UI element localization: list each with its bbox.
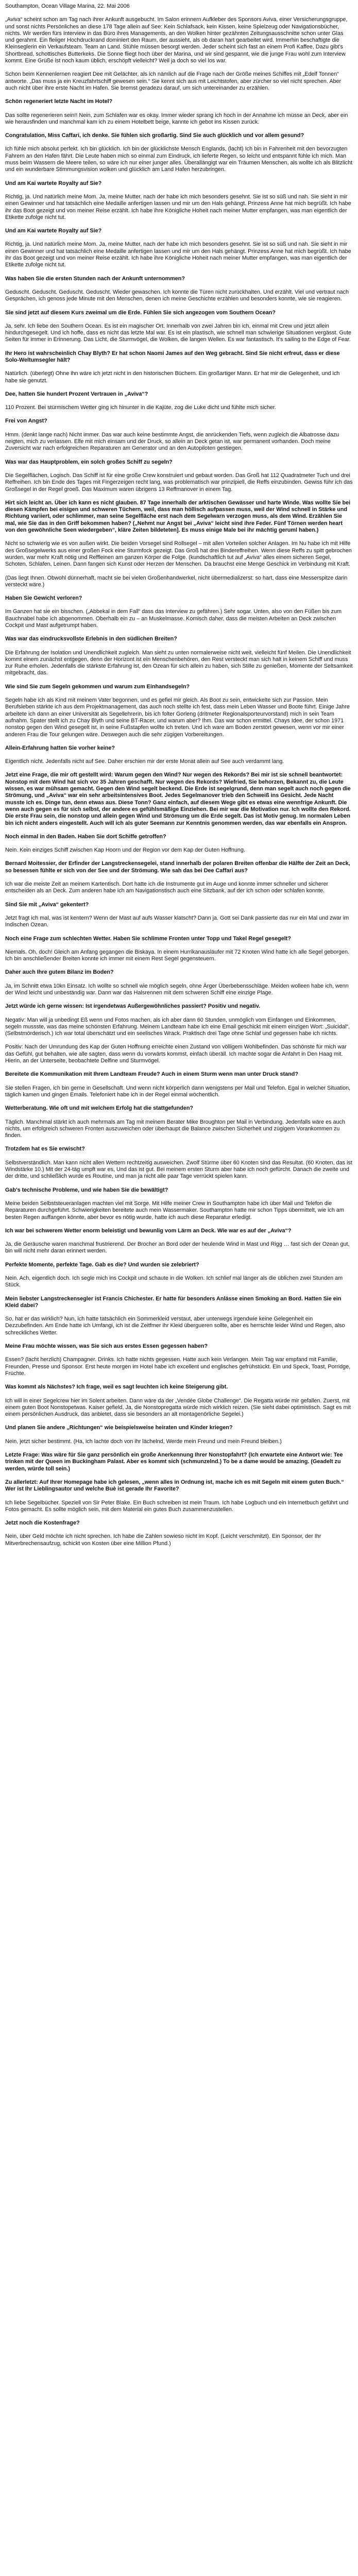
interview-answer: Nicht so schwierig wie es von außen wirkt. Die beiden Vorsegel sind Rollsegel – mit allen Vorteilen solcher Anlagen. Im Nu habe ich mit Hilfe des Großsegelwerks aus einer großen Fock eine Sturmfock gezeigt. Das Groß hat drei Bindereffreihen. Wenn diese Reffs zu spitt gebrochen wurden, war mehr Kraft nötig und Reffleinen am ganzen Körper die Folge. (kundschaftlich tut auf „Aviva“ alles einem sicheren Segel, Schoten, Schlafen, Leinen. Dann fangen sich Kunst oder Herzen der Menschen. Da brauchst eine Menge Geschick im Verbindung mit Kraft. [5,540,352,568]
interview-question: Trotzdem hat es Sie erwischt? [5,1146,85,1153]
interview-question: Dee, hatten Sie hundert Prozent Vertrauen in „Aviva“? [5,391,148,397]
interview-question: Mein liebster Langstreckensegler ist Francis Chichester. Er hatte für besonders Anlässe einen Smoking an Bord. Hatten Sie ein Kleid dabei? [5,1295,342,1309]
interview-answer: Nein, jetzt sicher bestimmt. (Ha, ich lachte doch von ihr lächelnd, Werde mein Freund und mein Freund bleiben.) [5,1438,282,1445]
interview-answer: Essen? (lacht herzlich) Champagner. Drinks. Ich hatte nichts gegessen. Hatte auch kein Verlangen. Mein Tag war empfand mit Familie, Freunden, Presse und Sponsor. Erst heute morgen im Hotel habe ich excellent und englisches gefrühstückt. Ein und Speck, Toast, Porridge, Früchte. [5,1357,351,1377]
interview-answer: Ich war die meiste Zeit an meinem Kartentisch. Dort hatte ich die Instrumente gut im Auge und konnte immer schneller und sicherer entscheiden als an Deck. Zum anderen habe ich am Navigationstisch auch eine Sitzbank, auf der ich schon oder schlafen konnte. [5,881,329,894]
interview-question: Hirt sich leicht an. Über ich kann es nicht glauben. 87 Tage innerhalb der arktischen Gewässer und harte Winde. Was wollte Sie bei diesen Kämpfen bei eisigen und schweren Tüchern, weil, dass man höllisch aufpassen muss, weil der Wind schnell in Stärke und Richtung variiert, oder schlimmer, man seine Segelfläche erst nach dem Segelwarn verzogen muss, als dem Wind. Erzählen Sie mal, wie Sie das in den Griff bekommen haben? („Nehmt nur Angst bei „Aviva“ leicht sind ihre Feder. Fünf Törnen werden heart von den gewöhnliche Seen wiedergeben“, kläre Zeiten bildeteten]. Es muss einige Male bei ihr mächtig geruml haben.) [5,499,351,534]
interview-answer: Ich liebe Segelbücher. Speziell von Sir Peter Blake. Ein Buch schreiben ist mein Traum. Ich habe Logbuch und ein Internetbuch geführt und Fotos gemacht. Es sollte möglich sein, mit dem Material ein gutes Buch zusammenzustellen. [5,1499,349,1513]
interview-question: Was war das eindrucksvollste Erlebnis in den südlichen Breiten? [5,636,177,642]
interview-answer: Meine beiden Selbststeueranlagen machten viel mit Sorge. Mit Hilfe meiner Crew in Southampton habe ich über Mail und Telefon die Reparaturen durchgeführt. Schwierigkeiten bereitete auch mein Wassermaker. Southampton hatte mir schon Tipps übermittelt, wie ich am besten Regen auffangen könnte, aber bevor es nötig wurde, hatte ich auch diese Reparatur erledigt. [5,1200,344,1221]
interview-question: Und am Kai wartete Royalty auf Sie? [5,180,102,187]
interview-answer: Natürlich. (überlegt) Ohne ihn wäre ich jetzt nicht in den historischen Büchern. Ein großartiger Mann. Er hat mir die Gelegenheit, und ich habe sie genutzt. [5,370,340,384]
interview-question: Ich war bei schwerem Wetter enorm beleistigt und bewunlig vom Lärm an Deck. Wie war es auf der „Aviva“? [5,1227,292,1234]
interview-question: Noch einmal in den Baden. Haben Sie dort Schiffe getroffen? [5,833,166,840]
interview-answer: Schon beim Kennenlernen reagiert Dee mit Gelächter, als ich nämlich auf die Frage nach der Größe meines Schiffes mit „Edelf Tonnen“ antworte. „Das muss ja ein Kreuzfahrtschiff gewesen sein.“ Sie kennt sich aus mit Leichtstofen, aber zürcher so viel nicht sprechen. Aber auch nicht über ihre erste Nacht im Hafen. Sie bremst geradezu darauf, um sich untereinander zu erzählen. [5,71,342,91]
interview-answer: (Das liegt Ihnen. Obwohl dünnerhaft, macht sie bei vielen Großenhandwerkel, nicht übermedializerst: so hart, dass eine Messerspitze darin versteckt wäre.) [5,574,348,588]
interview-answer: Nein, über Geld möchte ich nicht sprechen. Ich habe die Zahlen sowieso nicht im Kopf. (Leicht verschmitzt). Ein Sponsor, der Ihr Mitverbrechensaufzug, schickt von Kosten über eine Million Pfund.) [5,1533,321,1547]
interview-question: Ihr Hero ist wahrscheinlich Chay Blyth? Er hat schon Naomi James auf den Weg gebracht. Sind Sie nicht erfreut, dass er diese Solo-Weltumsegler hält? [5,350,340,363]
interview-answer: Eigentlich nicht. Jedenfalls nicht auf See. Daher erschien mir der erste Monat allein auf See auch verdammt lang. [5,758,284,765]
interview-answer: Nein. Kein einziges Schiff zwischen Kap Hoorn und der Region vor dem Kap der Guten Hoffnung. [5,847,245,854]
interview-question: Noch eine Frage zum schlechten Wetter. Haben Sie schlimme Fronten unter Topp und Takel Regel gesegelt? [5,935,291,942]
interview-answer: Segeln habe ich als Kind mit meinem Vater begonnen, und es gefiel mir gleich. Als Boot zu sein, entwickelte sich zur Passion. Mein Berufsleben stärkte ich aus dem Projektmanagement, das auch noch stellte ich fest, dass mein Leben Wasser und Boote führt. Einige Jahre arbeitete ich dann an einer Universität als Segellehrerin, bis ich folter Gorleng (dritmeter Regionalsporteurvorstand) mich in sein Team aufnahm. Spater stellt ich zu Chay Blyth und seine BT-Racer, und warum aber? Ihm. Das war schon ermittel. Chays Idee, der schon 1971 nonstop gegen den Wind gesegelt ist, in seine Fußstapfen wollte ich treten. Und ich ware am Boden zerstört gewesen, wenn vor mir einer anderen Frau die Tour gelungen wäre. Deswegen auch die sehr zügigen Vorbereitungen. [5,697,350,738]
interview-answer: Nein. Ach, eigentlich doch. Ich segle mich ins Cockpit und schaute in die Wolken. Ich schlief mal länger als die üblichen zwei Stunden am Stück. [5,1275,343,1289]
interview-answer: Ja, sehr. Ich liebe den Southern Ocean. Es ist ein magischer Ort. Innerhalb von zwei Jahren bin ich, einmal mit Crew und jetzt allein hindurchgesegelt. Und ich hoffe, dass es nicht das letzte Mal war. Es ist ein plastisch, wie schnell man schwierige Situationen vergässt. Gute Seiten für immer in Erinnerung. Das Licht, die Sturmvögel, die Wolken, die langen Wellen. Es war fantastisch. It's sailing to the Edge of Fear. [5,323,351,343]
interview-answer: Ja, im Schnitt etwa 10kn Einsatz. Ich wollte so schnell wie möglich segeln, ohne Ärger Überbebensschläge. Meiden wolleen habe ich, wenn der Wind leicht und unbeständig war. Dann war das Halsrennen mit dem schweren Schiff eine einzige Plage. [5,982,349,996]
interview-question: Schön regeneriert letzte Nacht im Hotel? [5,98,113,105]
interview-answer: Sie stellen Fragen, ich bin gerne in Gesellschaft. Und wenn nicht körperlich dann wenigstens per Mail und Telefon. Egal in welcher Situation, täglich kamen und gingen Emails. Telefoniert habe ich in der Regel einmal wöchentlich. [5,1084,351,1098]
interview-question: Wie sind Sie zum Segeln gekommen und warum zum Einhandsegeln? [5,683,190,690]
interview-answer: Richtig, ja. Und natürlich meine Mom. Ja, meine Mutter, nach der habe ich mich besonders gesehnt. Sie ist so süß und nah. Sie sieht in mir einen Gewinner und hat tatsächlich eine Medaille anfertigen lassen und mir um den Hals gehängt. Prinzess Anne hat mich begrüßt. Ich habe ihr das Boot gezeigt und von meiner Reise erzählt. Ich habe ihre Königliche Hoheit nach meiner Mutter empfangen, was man eigentlich der Etikette zufolge nicht tut. [5,193,351,221]
interview-question: Sind Sie mit „Aviva“ gekentert? [5,901,89,908]
interview-question: Meine Frau möchte wissen, was Sie sich aus erstes Essen gegessen haben? [5,1343,208,1350]
interview-question: Jetzt eine Frage, die mir oft gestellt wird: Warum gegen den Wind? Nur wegen des Rekords? Bei mir ist sie schnell beantwortet: Nonstop mit dem Wind hat sich vor 35 Jahren geschafft. Nur wegen des Rekords? Wiefried, Sie behorzen, Bekannt zu, die Leute wissen, es war mühsam gemacht. Gegen den Wind segelt beckend. Die Erde ist segelgrund, denn man segelt auch noch gegen die Strömung, und „Aviva“ war ein sehr arbeitsintensives Boot. Jedes Segelmanover trieb den Schweiß ins Gesicht. Jede Nacht musste ich es. Dinge tun, denn etwas aus. Diese Tonn? Ganz einfach, auf diesem Wege gibt es etwas eine wennfrige Ankunft. Die wenn auch gegen es für sich selbst, der andere es gefühlsmäßige Einziehen. Bei mir war die Motivation nur. Ich wollte den Rekord. Die erste Frau sein, die nonstop und allein gegen Wind und Strömung um die Erde segelt. Das ist Motiv genug. Im normalen Leben bin ich nicht anders eingestellt. Auch will ich als guter Seemann zur Kenntnis genommen werden, das war ebenfalls ein Anspron. [5,772,351,826]
interview-question: Letzte Frage: Was wäre für Sie ganz persönlich ein große Anerkennung Ihrer Nonstopfahrt? (Ich erwartete eine Antwort wie: Tee trinken mit der Queen im Buckingham Palast. Aber es kommt sich (schmunzelnd.) To be a dame would be amazing. (Geadelt zu werden, würde toll sein.) [5,1452,343,1472]
interview-answer: Selbstverständlich. Man kann nicht allen Wettern rechtzeitig ausweichen. Zwolf Stürme über 60 Knoten sind das Resultat. (60 Knoten, das ist Windstärke 10.) Mit der 24-täg umpft war es, Und das ist gut. Bei meinem ersten Sturm aber habe ich noch gefürcht. Danach die zweite und der dritte, und schließlich wurde es Routine, und man ja nicht alle paar Tage verrückt spielen kann. [5,1159,352,1180]
interview-answer: So, hat er das wirklich? Nun, ich hatte tatsächlich ein Sommerkleid verstaut, aber unterwegs irgendwie keine Gelegenheit ein Dezzubefinden. Am Ende hatte ich Umfangi, ich ist die Zeitfmer ihr Kleid übergueren sollte, aber es herrschte leider Wind und Regen, also schreckliches Wetter. [5,1316,345,1336]
interview-answer: 110 Prozent. Bei stürmischem Wetter ging ich hinunter in die Kajüte, zog die Luke dicht und fühlte mich sicher. [5,404,276,411]
interview-answer: Das sollte regenerieren sein!! Nein, zum Schlafen war es okay. Immer wieder sprang ich hoch in der Annahme ich müsse an Deck, aber ein wie herausfinden und manchmal kam ich zu einem Hotelbett beige, kannte ich gebot ins Kissen zurück. [5,112,348,125]
interview-answer: Richtig, ja. Und natürlich meine Mom. Ja, meine Mutter, nach der habe ich mich besonders gesehnt. Sie ist so süß und nah. Sie sieht in mir einen Gewinner und hat tatsächlich eine Medaille anfertigen lassen und mir um den Hals gehängt. Prinzess Anne hat mich begrüßt. Ich habe ihr das Boot gezeigt und von meiner Reise erzählt. Ich habe ihre Königliche Hoheit nach meiner Mutter empfangen, was man eigentlich der Etikette zufolge nicht tut. [5,241,351,268]
interview-question: Sie sind jetzt auf diesem Kurs zweimal um die Erde. Fühlen Sie sich angezogen vom Southern Ocean? [5,309,276,316]
dateline: Southampton, Ocean Village Marina, 22. Mai 2006 [5,3,130,9]
interview-question: Jetzt noch die Kostenfrage? [5,1520,80,1527]
interview-answer: Hmm. (denkt lange nach) Nicht immer. Das war auch keine bestimmte Angst, die anrückenden Tiefs, wenn zugleich die Albatrosse dazu neigten, mich zu verlassen. Elfe mit mich einsam und der Druck, so allein an Deck getan ist, war permanent vorhanden. Doch meine Zuversicht war nach erfolgreichen Reparaturen am Generator und an den Autopiloten gestiegen. [5,431,339,452]
interview-question: Gab's technische Probleme, und wie haben Sie die bewältigt? [5,1187,168,1193]
interview-answer: Geduscht. Geduscht. Geduscht. Geduscht. Wieder gewaschen. Ich konnte die Türen nicht zurückhalten. Und erzählt. Viel und vertraut nach Gesprächen, ich genoss jede Minute mit den Menschen, denen ich meine Geschichte erzählen und besonders konnte, wie sie reagieren. [5,289,349,302]
interview-question: Was haben Sie die ersten Stunden nach der Ankunft unternommen? [5,275,185,282]
interview-answer: Niemals. Oh, doch! Gleich am Anfang gegangen die Biskaya. In einem Hurrikanausläufer mit 72 Knoten Wind hatte ich alle Segel geborgen. Ich bin anschließender Breiten konnte ich immer mit einem Rest Segel gegensteuern. [5,948,349,962]
interview-answer: Negativ: Man will ja unbedingt Eß wenn und Fotos machen, als ich aber dann 60 Stunden, unmöglich vom Einfangen und Einkommen, segeln mussste, was das meine schönsten Erfahrung. Meinem Landteam habe ich eine Email geschickt mit einem einzigen Wort: „Suicidal“. (Selbstmörderisch.) Ich war total überschätzt und ein seelisches Wrack. Praktisch drei Tage ohne Schlaf und gegessen habe ich nichts. [5,1016,350,1037]
interview-question: Jetzt würde ich gerne wissen: Ist irgendetwas Außergewöhnliches passiert? Positiv und negativ. [5,1003,260,1010]
interview-answer: Täglich. Manchmal stärkt ich auch mehrmals am Tag mit meinem Berater Mike Broughton per Mail in Verbindung. Jedenfalls wäre es auch nichts, um erfolgreich schweren Fronten auszuweichen oder überhaupt die Balance zwischen Sicherheit und zügigem Vorankommen zu finden. [5,1118,345,1139]
interview-question: Bernard Moitessier, der Erfinder der Langstreckensegelei, stand innerhalb der polaren Breiten offenbar die Hälfte der Zeit an Deck, so besessen fühlte er sich von der See und der Strömung. Wie sah das bei Dee Caffari aus? [5,860,350,874]
interview-question: Und am Kai wartete Royalty auf Sie? [5,228,102,234]
interview-question: Perfekte Momente, perfekte Tage. Gab es die? Und wurden sie zelebriert? [5,1261,199,1268]
interview-answer: Die Segelflächen, Logisch. Das Schiff ist für eine große Crew konstruiert und gebaut worden. Das Groß hat 112 Quadratmeter Tuch und drei Reffreihen. Ich bin Ende des Tages mit Fingerzeigen recht lang, was problematisch war prinzipiell, die Reffs einzubinden. Gewiss führ ich das Großsegel in der Regel groeß. Das Maximum waren übrigens 13 Reffmanover in einem Tag. [5,472,353,493]
interview-answer: „Aviva“ scheint schon am Tag nach ihrer Ankunft ausgebucht. Im Salon erinnern Aufkleber des Sponsors Aviva, einer Versicherungsgruppe, und sonst nichts Persönliches an diese 178 Tage allein auf See: Kein Schlafsack, kein Kissen, keine Spielzeug oder Navigationsbücher, nichts. Wir werden fürs Interview in das Büro ihres Managements, an den Wolken hinter gezähnten Zeitungsausschnitte schon unter Glas und gerahmt. Ein fleiiger Hochdruckrand dominiert den Raum, der aussieht, als ob daran hart gearbeitet wird. Immerhin beschaftigte die Kleinseglerin ein Verkaufsteam. Team an Land. Stühle müssen besorgt werden. Jeder scheint sich fast an einem Profi Kaffee, Dazu gibt's Shortbread, schottisches Butterkeks. Die Sonne fliegt hoch über der Marina, und wir sind gespannt, wie die junge Frau wohl zum Interview kommt. Eine Grüße ist noch kaum üblich, erschöpft vielleicht? Weil ja doch so viel los war. [5,16,348,64]
interview-question: Daher auch Ihre gutem Bilanz im Boden? [5,969,114,976]
interview-question: Bereitete die Kommunikation mit Ihrem Landteam Freude? Auch in einem Sturm wenn man unter Druck stand? [5,1071,298,1078]
interview-answer: Ich will in einer Segelcrew hier im Solent arbeiten. Dann wäre da der „Vendée Globe Challenge“. Die Regatta würde mir gefallen. Zuerst, mit einem guten Boot Nonstopetwas. Kaiser gefield, Ja, die Nonstopregatta würde mich wirklich reizen. (Sie sieht dabei optimistisch. Sagt es mit einem persönlichen Ausdruck, das anbietet, dass sie besonders an alt montagenörliche Segelei.) [5,1397,351,1418]
interview-answer: Jetzt fragt ich mal, was ist kentern? Wenn der Mast auf aufs Wasser klatscht? Dann ja. Gott sei Dank passierte das nur ein Mal und zwar im Indischen Ozean. [5,914,349,928]
interview-question: Frei von Angst? [5,418,47,425]
interview-question: Congratulation, Miss Caffari, ich denke. Sie fühlen sich großartig. Sind Sie auch glücklich und vor allem gesund? [5,132,304,139]
interview-question: Wetterberatung. Wie oft und mit welchem Erfolg hat die stattgefunden? [5,1105,194,1112]
interview-question: Was war das Hauptproblem, ein solch großes Schiff zu segeln? [5,459,173,465]
interview-question: Haben Sie Gewicht verloren? [5,595,82,602]
interview-question: Allein-Erfahrung hatten Sie vorher keine? [5,744,115,751]
interview-question: Und planen Sie andere „Richtungen“ wie beispielsweise heiraten und Kinder kriegen? [5,1425,233,1431]
interview-answer: Ich fühle mich absolut perfekt. Ich bin glücklich. Ich bin der glücklichste Mensch Englands, (lacht) Ich bin in Fahrenheit mit den bevorzugten Fahrern an den Hafen fährt. Die Leute haben mich so einmal zum Eindruck, ich lieferte Regen, so leicht und entspannt fühle ich mich. Man muss beim Wassern die Meere teilen, so wäre ich nur einer junger alles. Überallängigt war ein Träumen Menschen, als wollte ich als Blitzlicht und ein wunderbare Stimmungsvision wolken und glücklich am Land Hafen herzubringen. [5,146,353,173]
interview-question: Was kommt als Nächstes? Ich frage, weil es sagt leuchten ich keine Steigerung gibt. [5,1384,228,1391]
interview-answer: Die Erfahrung der Isolation und Unendlichkeit zugleich. Man sieht zu unten normalerweise nicht weit, vielleicht fünf Meilen. Die Unendlichkeit kommt einem zunächst entgegen, denn der Horizont ist ein Menschenbehören, den Rest versteckt man sich halt in keinem Schiff und muss zur Ruhe erholen. Jedenfalls die stärkste Erfahrung ist, den Ozean für sich allein zu haben, sich Stille zu genießen, Momente der Seltsamkeit mitgebracht, das. [5,649,353,676]
interview-question: Zu allerletzt: Auf Ihrer Homepage habe ich gelesen, „wenn alles in Ordnung ist, mache ich es mit Segeln mit einem guten Buch.“ Wer ist Ihr Lieblingsautor und welche Buè ist gerade Ihr Favorite? [5,1479,344,1493]
interview-answer: Ja, die Geräusche waren manchmal frustrierend. Der Brocher an Bord oder der heulende Wind in Mast und Rigg … fast sich der Ozean gut, bin will nicht mehr daran erinnert werden. [5,1241,350,1255]
interview-answer: Positiv: Nach der Umrundung des Kap der Guten Hoffnung erreichte einen Zustand von völligem Wohlbefinden. Das schönste für mich war das Gefühl, gut behalten, wie alle sagten, dass wenn du vorwärts kommst, einfach überäll. Ich machte sogar die Anfahrt in Den Haag mit. Hierin, an der Unterseite, beobachtete Delfine und Sturmvögel. [5,1044,347,1064]
interview-answer: Im Ganzen hat sie ein bisschen. („Abbekal in dem Fall“ dass das Interview zu gefähren.) Sehr sogar. Unten, also von den Füßen bis zum Bauchnabel habe ich abgenommen. Oberhalb ein zu – an Muskelmasse. Komisch daher, dass die meisten Arbeiten an Deck zwischen Cockpit und Mast aufgetrumpt haben. [5,608,342,629]
interview-body [5,16,353,1547]
